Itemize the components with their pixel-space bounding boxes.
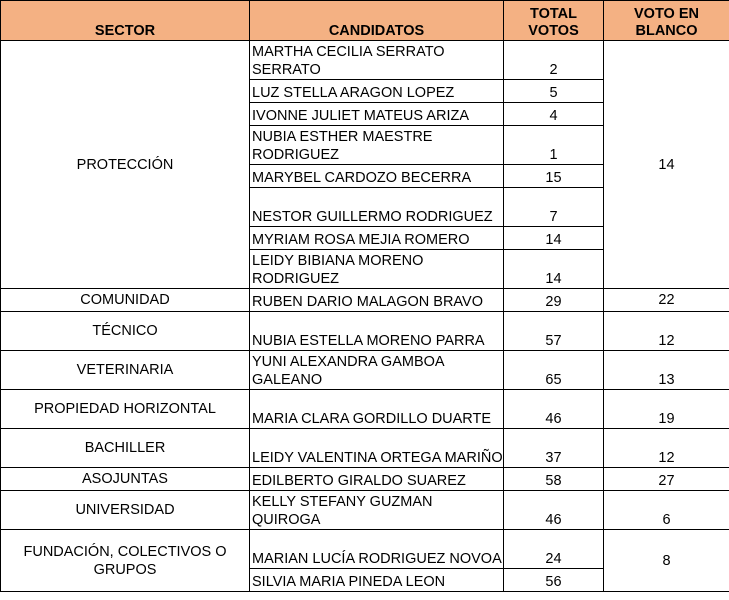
blank-votes-cell: 19 — [604, 390, 729, 429]
candidate-cell: YUNI ALEXANDRA GAMBOA GALEANO — [250, 351, 504, 390]
candidate-cell: MYRIAM ROSA MEJIA ROMERO — [250, 227, 504, 250]
candidate-cell: NUBIA ESTHER MAESTRE RODRIGUEZ — [250, 126, 504, 165]
votes-cell: 7 — [504, 188, 604, 227]
table-row — [1, 41, 729, 80]
header-sector: SECTOR — [1, 1, 250, 41]
votes-cell: 57 — [504, 312, 604, 351]
votes-cell: 56 — [504, 569, 604, 592]
header-row — [1, 1, 729, 41]
candidate-cell: MARIAN LUCÍA RODRIGUEZ NOVOA — [250, 530, 504, 569]
blank-votes-cell: 13 — [604, 351, 729, 390]
table-row — [1, 468, 729, 491]
table-row — [1, 530, 729, 569]
votes-cell: 46 — [504, 390, 604, 429]
header-total-votos: TOTAL VOTOS — [504, 1, 604, 41]
candidate-cell: MARIA CLARA GORDILLO DUARTE — [250, 390, 504, 429]
table-row — [1, 351, 729, 390]
candidate-cell: MARYBEL CARDOZO BECERRA — [250, 165, 504, 188]
votes-cell: 14 — [504, 227, 604, 250]
sector-cell: PROTECCIÓN — [1, 41, 250, 289]
blank-votes-cell: 12 — [604, 429, 729, 468]
candidate-cell: MARTHA CECILIA SERRATO SERRATO — [250, 41, 504, 80]
votes-cell: 37 — [504, 429, 604, 468]
candidate-cell: NESTOR GUILLERMO RODRIGUEZ — [250, 188, 504, 227]
table-row — [1, 429, 729, 468]
votes-cell: 29 — [504, 289, 604, 312]
candidate-cell: LUZ STELLA ARAGON LOPEZ — [250, 80, 504, 103]
sector-cell: PROPIEDAD HORIZONTAL — [1, 390, 250, 429]
table-row — [1, 491, 729, 530]
votes-cell: 24 — [504, 530, 604, 569]
blank-votes-cell: 12 — [604, 312, 729, 351]
table-row — [1, 390, 729, 429]
sector-cell: VETERINARIA — [1, 351, 250, 390]
votes-cell: 15 — [504, 165, 604, 188]
candidate-cell: RUBEN DARIO MALAGON BRAVO — [250, 289, 504, 312]
header-voto-blanco: VOTO EN BLANCO — [604, 1, 729, 41]
blank-votes-cell: 27 — [604, 468, 729, 491]
candidate-cell: KELLY STEFANY GUZMAN QUIROGA — [250, 491, 504, 530]
blank-votes-cell: 6 — [604, 491, 729, 530]
header-candidatos: CANDIDATOS — [250, 1, 504, 41]
votes-cell: 65 — [504, 351, 604, 390]
sector-cell: COMUNIDAD — [1, 289, 250, 312]
votes-cell: 2 — [504, 41, 604, 80]
sector-cell: ASOJUNTAS — [1, 468, 250, 491]
sector-cell: TÉCNICO — [1, 312, 250, 351]
blank-votes-cell: 14 — [604, 41, 729, 289]
sector-cell: FUNDACIÓN, COLECTIVOS O GRUPOS — [1, 530, 250, 592]
candidate-cell: LEIDY BIBIANA MORENO RODRIGUEZ — [250, 250, 504, 289]
sector-cell: UNIVERSIDAD — [1, 491, 250, 530]
table-row — [1, 289, 729, 312]
votes-cell: 46 — [504, 491, 604, 530]
votes-cell: 1 — [504, 126, 604, 165]
votes-cell: 14 — [504, 250, 604, 289]
blank-votes-cell: 8 — [604, 530, 729, 592]
candidate-cell: IVONNE JULIET MATEUS ARIZA — [250, 103, 504, 126]
blank-votes-cell: 22 — [604, 289, 729, 312]
table-row — [1, 312, 729, 351]
candidate-cell: LEIDY VALENTINA ORTEGA MARIÑO — [250, 429, 504, 468]
candidate-cell: SILVIA MARIA PINEDA LEON — [250, 569, 504, 592]
votes-cell: 4 — [504, 103, 604, 126]
votes-cell: 5 — [504, 80, 604, 103]
sector-cell: BACHILLER — [1, 429, 250, 468]
candidate-cell: EDILBERTO GIRALDO SUAREZ — [250, 468, 504, 491]
candidate-cell: NUBIA ESTELLA MORENO PARRA — [250, 312, 504, 351]
votes-cell: 58 — [504, 468, 604, 491]
